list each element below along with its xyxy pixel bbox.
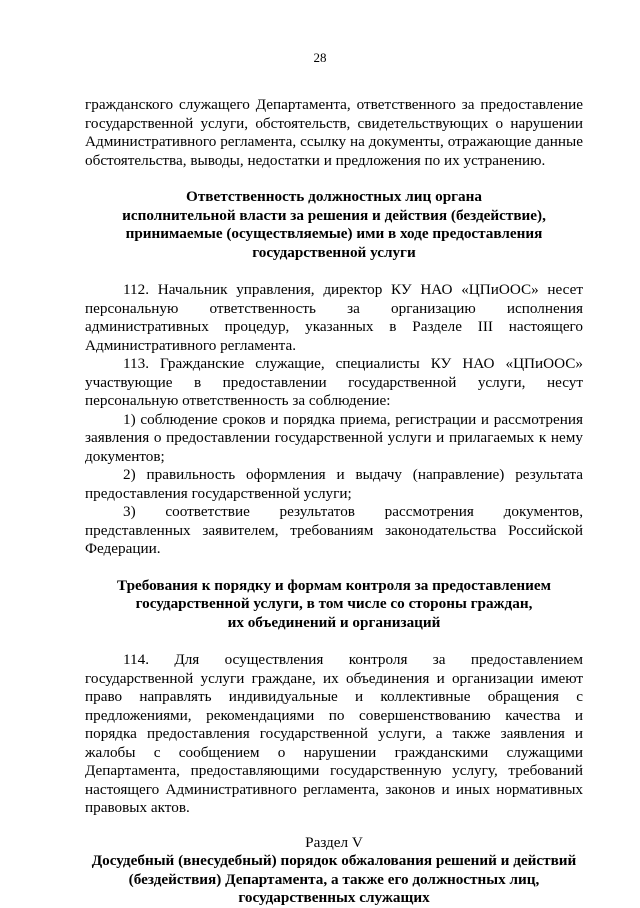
- page-number: 28: [313, 50, 327, 65]
- heading-line: исполнительной власти за решения и действия (бездействие),: [122, 206, 546, 224]
- heading-line: (бездействия) Департамента, а также его должностных лиц,: [128, 870, 540, 888]
- list-item-3: 3) соответствие результатов рассмотрения документов, представленных заявителем, требованиям законодательства Российской Федерации.: [85, 503, 583, 557]
- list-item-2: 2) правильность оформления и выдачу (направление) результата предоставления государственной услуги;: [85, 466, 583, 502]
- heading-appeal-procedure: [85, 852, 583, 908]
- heading-line: Требования к порядку и формам контроля за предоставлением: [117, 576, 551, 594]
- heading-line: Досудебный (внесудебный) порядок обжалования решений и действий: [91, 852, 577, 869]
- list-item-1: 1) соблюдение сроков и порядка приема, регистрации и рассмотрения заявления о предоставлении государственной услуги и прилагаемых к нему документов;: [85, 410, 583, 465]
- heading-line: государственной услуги, в том числе со стороны граждан,: [135, 595, 533, 612]
- paragraph-114: 114. Для осуществления контроля за предоставлением государственной услуги граждане, их объединения и организации имеют право направлять индивидуальные и коллективные обращения с предложениями, рекомендациями по совершенствованию качества и порядка предоставления государственной услуги, а также заявления и жалобы с сообщением о нарушении гражданскими служащими Департамента, предоставляющими государственную услугу, требований настоящего Административного регламента, законов и иных нормативных правовых актов.: [85, 651, 583, 816]
- heading-line: принимаемые (осуществляемые) ими в ходе предоставления: [125, 225, 543, 242]
- paragraph-112: 112. Начальник управления, директор КУ НАО «ЦПиООС» несет персональную ответственность за организацию исполнения административных процедур, указанных в Разделе III настоящего Административного регламента.: [85, 281, 583, 354]
- heading-line: государственных служащих: [238, 889, 430, 906]
- intro-paragraph: гражданского служащего Департамента, ответственного за предоставление государственной услуги, обстоятельств, свидетельствующих о нарушении Административного регламента, ссылку на документы, отражающие данные обстоятельства, выводы, недостатки и предложения по их устранению.: [85, 96, 583, 169]
- page-content: [85, 96, 583, 908]
- heading-line: государственной услуги: [252, 243, 416, 261]
- paragraph-113: 113. Гражданские служащие, специалисты КУ НАО «ЦПиООС» участвующие в предоставлении государственной услуги, несут персональную ответственность за соблюдение:: [85, 355, 583, 409]
- heading-line: Ответственность должностных лиц органа: [186, 188, 482, 205]
- heading-responsibility: [85, 188, 583, 262]
- heading-line: их объединений и организаций: [227, 613, 441, 631]
- section-label: Раздел V: [305, 833, 363, 851]
- heading-control-requirements: [85, 577, 583, 633]
